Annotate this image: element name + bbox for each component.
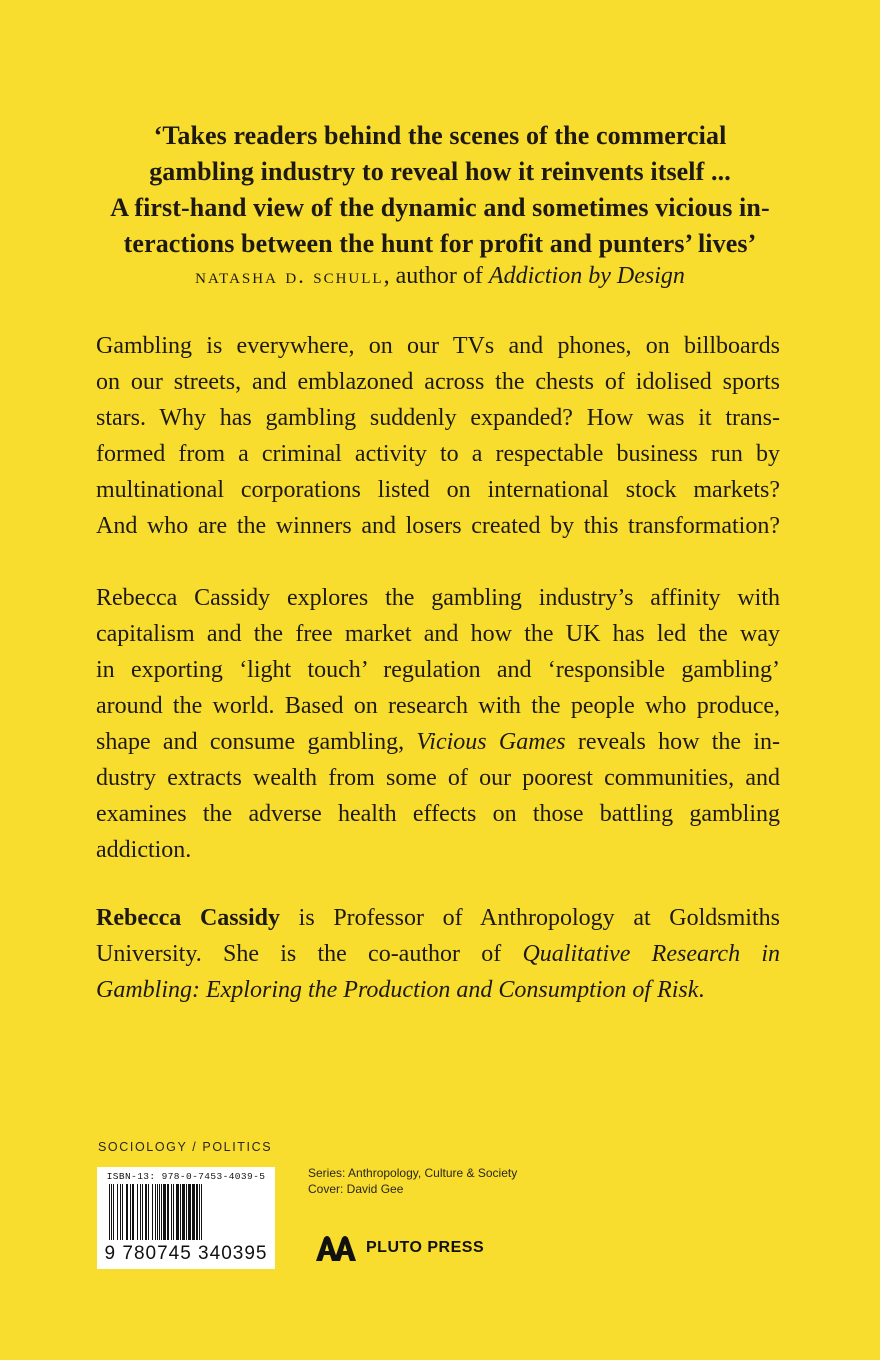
- description-paragraph-2: [96, 580, 780, 868]
- barcode-bar: [126, 1184, 128, 1240]
- barcode-bar: [157, 1184, 158, 1240]
- barcode-bar: [120, 1184, 121, 1240]
- barcode-bar: [137, 1184, 138, 1240]
- barcode-bar: [182, 1184, 185, 1240]
- barcode-bar: [180, 1184, 181, 1240]
- publisher-name: PLUTO PRESS: [366, 1239, 485, 1256]
- barcode-bar: [145, 1184, 147, 1240]
- text-line: stars. Why has gambling suddenly expanded? How was it trans-: [96, 405, 780, 431]
- author-bio: [96, 900, 780, 1008]
- series-name: Series: Anthropology, Culture & Society: [308, 1166, 518, 1180]
- coauthored-book-title: Gambling: Exploring the Production and Consumption of Risk: [96, 977, 699, 1003]
- text-line: And who are the winners and losers created by this transformation?: [96, 513, 780, 539]
- barcode-bar: [196, 1184, 198, 1240]
- barcode-bar: [130, 1184, 131, 1240]
- text-line: formed from a criminal activity to a respectable business run by: [96, 441, 780, 467]
- barcode-bar: [171, 1184, 172, 1240]
- review-blurb: [96, 118, 784, 262]
- barcode-bar: [109, 1184, 110, 1240]
- barcode-bar: [152, 1184, 153, 1240]
- pluto-press-logo-icon: [314, 1234, 358, 1262]
- blurb-line: ‘Takes readers behind the scenes of the commercial: [153, 121, 727, 150]
- barcode-bar: [159, 1184, 160, 1240]
- text-line: addiction.: [96, 837, 192, 863]
- blurb-line: A first-hand view of the dynamic and sometimes vicious in-: [110, 193, 770, 222]
- text-line: [96, 936, 780, 972]
- coauthored-book-title: Qualitative Research in: [522, 941, 780, 967]
- publisher-logo: [314, 1229, 484, 1267]
- attribution-work-title: Addiction by Design: [488, 263, 685, 289]
- text-line: [96, 724, 780, 760]
- cover-credit: Cover: David Gee: [308, 1182, 404, 1196]
- barcode-bar: [192, 1184, 195, 1240]
- barcode-bar: [122, 1184, 123, 1240]
- text-fragment: reveals how the in-: [565, 729, 780, 755]
- barcode-bar: [113, 1184, 114, 1240]
- blurb-attribution: [96, 260, 784, 292]
- barcode-bar: [117, 1184, 118, 1240]
- barcode-bar: [132, 1184, 134, 1240]
- text-line: examines the adverse health effects on those battling gambling: [96, 801, 780, 827]
- barcode-digits: 9 780745 340395: [104, 1243, 268, 1264]
- barcode-bar: [140, 1184, 141, 1240]
- barcode-bar: [186, 1184, 187, 1240]
- description-paragraph-1: [96, 328, 780, 544]
- text-fragment: University. She is the co-author of: [96, 941, 523, 967]
- barcode-bar: [111, 1184, 112, 1240]
- text-fragment: shape and consume gambling,: [96, 729, 417, 755]
- text-fragment: is Professor of Anthropology at Goldsmiths: [279, 905, 780, 931]
- text-line: dustry extracts wealth from some of our poorest communities, and: [96, 765, 780, 791]
- isbn-barcode: [97, 1167, 275, 1269]
- text-line: around the world. Based on research with the people who produce,: [96, 693, 780, 719]
- barcode-bar: [173, 1184, 174, 1240]
- attribution-separator: , author of: [383, 263, 489, 289]
- text-line: Rebecca Cassidy explores the gambling industry’s affinity with: [96, 585, 780, 611]
- barcode-bar: [201, 1184, 202, 1240]
- text-line: [96, 972, 780, 1008]
- barcode-bar: [188, 1184, 191, 1240]
- text-line: capitalism and the free market and how the UK has led the way: [96, 621, 780, 647]
- text-line: Gambling is everywhere, on our TVs and phones, on billboards: [96, 333, 780, 359]
- blurb-line: gambling industry to reveal how it reinvents itself ...: [149, 157, 731, 186]
- barcode-bar: [199, 1184, 200, 1240]
- text-line: [96, 900, 780, 936]
- barcode-bar: [142, 1184, 143, 1240]
- barcode-bar: [155, 1184, 156, 1240]
- barcode-bar: [176, 1184, 179, 1240]
- barcode-bar: [163, 1184, 166, 1240]
- series-info: [308, 1165, 517, 1197]
- barcode-bar: [167, 1184, 169, 1240]
- subject-category: SOCIOLOGY / POLITICS: [98, 1140, 273, 1154]
- author-name: Rebecca Cassidy: [96, 905, 280, 931]
- barcode-bar: [148, 1184, 149, 1240]
- barcode-bar: [161, 1184, 162, 1240]
- barcode-bars-icon: [107, 1184, 265, 1242]
- text-line: multinational corporations listed on international stock markets?: [96, 477, 780, 503]
- book-title: Vicious Games: [416, 729, 566, 755]
- text-line: on our streets, and emblazoned across the chests of idolised sports: [96, 369, 780, 395]
- text-line: in exporting ‘light touch’ regulation and ‘responsible gambling’: [96, 657, 780, 683]
- isbn-label: ISBN-13: 978-0-7453-4039-5: [106, 1171, 266, 1182]
- attribution-name: natasha d. schull: [195, 263, 384, 288]
- text-fragment: .: [698, 977, 705, 1003]
- blurb-line: teractions between the hunt for profit and punters’ lives’: [123, 229, 757, 258]
